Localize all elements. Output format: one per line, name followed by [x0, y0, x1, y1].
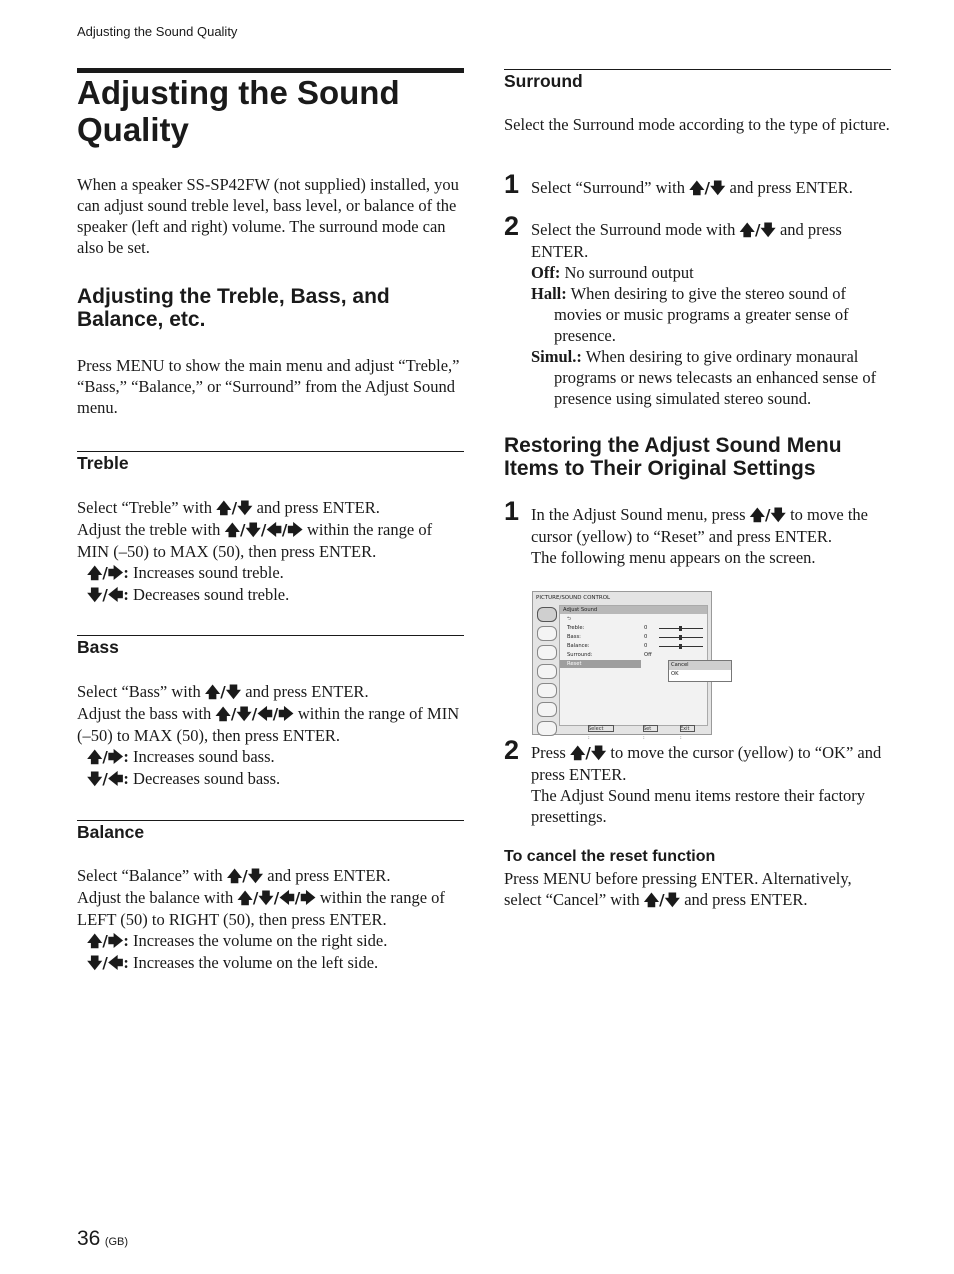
right-arrow-icon: 🡆 [107, 932, 124, 950]
treble-decrease: 🡇/🡄: Decreases sound treble. [87, 585, 290, 604]
down-arrow-icon: 🡇 [245, 521, 261, 539]
restore-heading: Restoring the Adjust Sound Menu Items to Their Original Settings [504, 434, 842, 480]
treble-slider [659, 628, 703, 629]
menu-row-treble[interactable]: Treble: 0 [560, 624, 707, 632]
intro-paragraph: When a speaker SS-SP42FW (not supplied) installed, you can adjust sound treble level, bass level, or balance of the speaker (left and right) volume. The surround mode can also be set. [77, 175, 459, 257]
menu-screenshot [532, 591, 712, 741]
clock-icon [537, 702, 557, 717]
return-icon: ⮌ [567, 616, 572, 622]
down-arrow-icon: 🡇 [760, 221, 776, 239]
step-number: 1 [504, 496, 520, 526]
popup-cancel[interactable]: Cancel [669, 661, 731, 670]
down-arrow-icon: 🡇 [770, 506, 786, 524]
balance-slider [659, 646, 703, 647]
menu-header: PICTURE/SOUND CONTROL [536, 595, 611, 601]
down-arrow-icon: 🡇 [225, 683, 242, 701]
up-arrow-icon: 🡅 [739, 221, 755, 239]
cancel-reset-heading: To cancel the reset function [504, 848, 716, 865]
menu-row-bass[interactable]: Bass: 0 [560, 633, 707, 641]
surround-rule [504, 69, 891, 70]
menu-row-surround[interactable]: Surround: Off [567, 652, 652, 658]
up-arrow-icon: 🡅 [237, 889, 253, 907]
right-arrow-icon: 🡆 [278, 705, 294, 723]
up-arrow-icon: 🡅 [204, 683, 221, 701]
up-arrow-icon: 🡅 [749, 506, 766, 524]
down-arrow-icon: 🡇 [710, 179, 726, 197]
slider-knob [679, 635, 682, 640]
right-arrow-icon: 🡆 [287, 521, 303, 539]
up-arrow-icon: 🡅 [87, 748, 103, 766]
running-header: Adjusting the Sound Quality [77, 24, 238, 39]
bass-line-adjust: Adjust the bass with 🡅/🡇/🡄/🡆 within the range of MIN (–50) to MAX (50), then press ENTER. [77, 704, 460, 745]
page-region: (GB) [104, 1236, 129, 1248]
title-bar-rule [77, 68, 464, 73]
down-arrow-icon: 🡇 [87, 954, 103, 972]
page-number: 36 [77, 1227, 101, 1250]
page-title: Adjusting the Sound Quality [77, 74, 400, 148]
down-arrow-icon: 🡇 [87, 770, 103, 788]
slider-knob [679, 626, 682, 631]
screen-icon [537, 645, 557, 660]
restore-step2 [531, 742, 893, 827]
down-arrow-icon: 🡇 [258, 889, 274, 907]
bass-heading: Bass [77, 637, 119, 657]
menu-key-icon [680, 725, 695, 732]
up-arrow-icon: 🡅 [689, 179, 705, 197]
bass-slider [659, 637, 703, 638]
down-arrow-icon: 🡇 [237, 499, 253, 517]
left-arrow-icon: 🡄 [107, 954, 124, 972]
bass-text [77, 681, 467, 790]
menu-row-balance[interactable]: Balance: 0 [560, 642, 707, 650]
picture-icon [537, 626, 557, 641]
up-arrow-icon: 🡅 [87, 564, 103, 582]
balance-line-select: Select “Balance” with 🡅/🡇 and press ENTER. [77, 866, 391, 885]
restore-step1-text: In the Adjust Sound menu, press 🡅/🡇 to move the cursor (yellow) to “Reset” and press ENTER. [531, 505, 868, 546]
joystick-icon [588, 725, 614, 732]
step-number: 1 [504, 169, 520, 199]
surround-step2 [531, 219, 891, 409]
section-heading-adjust: Adjusting the Treble, Bass, and Balance, etc. [77, 285, 390, 331]
balance-line-adjust: Adjust the balance with 🡅/🡇/🡄/🡆 within the range of LEFT (50) to RIGHT (50), then press ENTER. [77, 888, 445, 929]
balance-decrease: 🡇/🡄: Increases the volume on the left side. [87, 953, 379, 972]
step-number: 2 [504, 211, 520, 241]
balance-heading: Balance [77, 822, 145, 842]
left-arrow-icon: 🡄 [257, 705, 273, 723]
down-arrow-icon: 🡇 [236, 705, 252, 723]
restore-step2-note: The Adjust Sound menu items restore their factory presettings. [531, 786, 866, 826]
surround-option-off: Off: No surround output [531, 263, 694, 282]
up-arrow-icon: 🡅 [569, 744, 586, 762]
balance-text [77, 865, 467, 974]
cancel-reset-text: Press MENU before pressing ENTER. Alternatively, select “Cancel” with 🡅/🡇 and press ENTER. [504, 869, 852, 909]
menu-footer: Select : Set : Exit : [533, 725, 711, 734]
left-arrow-icon: 🡄 [279, 889, 295, 907]
restore-step1-note: The following menu appears on the screen. [531, 548, 816, 567]
menu-title: Adjust Sound [563, 607, 598, 613]
menu-panel [559, 605, 708, 726]
up-arrow-icon: 🡅 [216, 499, 232, 517]
balance-rule [77, 820, 464, 821]
bass-rule [77, 635, 464, 636]
down-arrow-icon: 🡇 [664, 891, 681, 909]
left-arrow-icon: 🡄 [107, 770, 124, 788]
surround-step1: Select “Surround” with 🡅/🡇 and press ENTER. [531, 178, 853, 197]
up-arrow-icon: 🡅 [87, 932, 103, 950]
balance-increase: 🡅/🡆: Increases the volume on the right side. [87, 931, 388, 950]
enter-key-icon [643, 725, 658, 732]
left-arrow-icon: 🡄 [107, 586, 124, 604]
section-adjust-text: Press MENU to show the main menu and adjust “Treble,” “Bass,” “Balance,” or “Surround” from the Adjust Sound menu. [77, 356, 460, 417]
surround-text: Select the Surround mode according to the type of picture. [504, 115, 890, 134]
sound-icon [537, 607, 557, 622]
up-arrow-icon: 🡅 [215, 705, 231, 723]
right-arrow-icon: 🡆 [107, 564, 124, 582]
down-arrow-icon: 🡇 [247, 867, 264, 885]
treble-line-adjust: Adjust the treble with 🡅/🡇/🡄/🡆 within the range of MIN (–50) to MAX (50), then press ENTER. [77, 520, 433, 561]
treble-text [77, 497, 467, 606]
surround-option-simul: Simul.: When desiring to give ordinary monaural programs or news telecasts an enhanced sense of presence using simulated stereo sound. [531, 347, 877, 408]
page-footer [77, 1227, 128, 1251]
surround-step2-text: Select the Surround mode with 🡅/🡇 and press ENTER. [531, 220, 842, 261]
right-arrow-icon: 🡆 [107, 748, 124, 766]
bass-line-select: Select “Bass” with 🡅/🡇 and press ENTER. [77, 682, 369, 701]
down-arrow-icon: 🡇 [87, 586, 103, 604]
surround-option-hall: Hall: When desiring to give the stereo sound of movies or music programs a greater sense of presence. [531, 284, 849, 345]
menu-row-reset[interactable]: Reset [560, 660, 641, 668]
up-arrow-icon: 🡅 [226, 867, 243, 885]
treble-heading: Treble [77, 453, 129, 473]
left-arrow-icon: 🡄 [266, 521, 282, 539]
menu-back-row[interactable] [560, 615, 707, 623]
bass-decrease: 🡇/🡄: Decreases sound bass. [87, 769, 281, 788]
treble-line-select: Select “Treble” with 🡅/🡇 and press ENTER. [77, 498, 380, 517]
menu-side-icons [535, 605, 557, 725]
restore-step2-text: Press 🡅/🡇 to move the cursor (yellow) to “OK” and press ENTER. [531, 743, 882, 784]
input-icon [537, 683, 557, 698]
up-arrow-icon: 🡅 [224, 521, 240, 539]
bass-increase: 🡅/🡆: Increases sound bass. [87, 747, 275, 766]
restore-step1 [531, 504, 893, 568]
popup-ok[interactable]: OK [671, 671, 679, 677]
treble-increase: 🡅/🡆: Increases sound treble. [87, 563, 284, 582]
right-arrow-icon: 🡆 [300, 889, 316, 907]
up-arrow-icon: 🡅 [643, 891, 660, 909]
setup-icon [537, 664, 557, 679]
reset-popup [668, 660, 732, 682]
surround-heading: Surround [504, 71, 583, 91]
step-number: 2 [504, 735, 520, 765]
menu-title-row [560, 606, 707, 614]
treble-rule [77, 451, 464, 452]
slider-knob [679, 644, 682, 649]
down-arrow-icon: 🡇 [590, 744, 607, 762]
